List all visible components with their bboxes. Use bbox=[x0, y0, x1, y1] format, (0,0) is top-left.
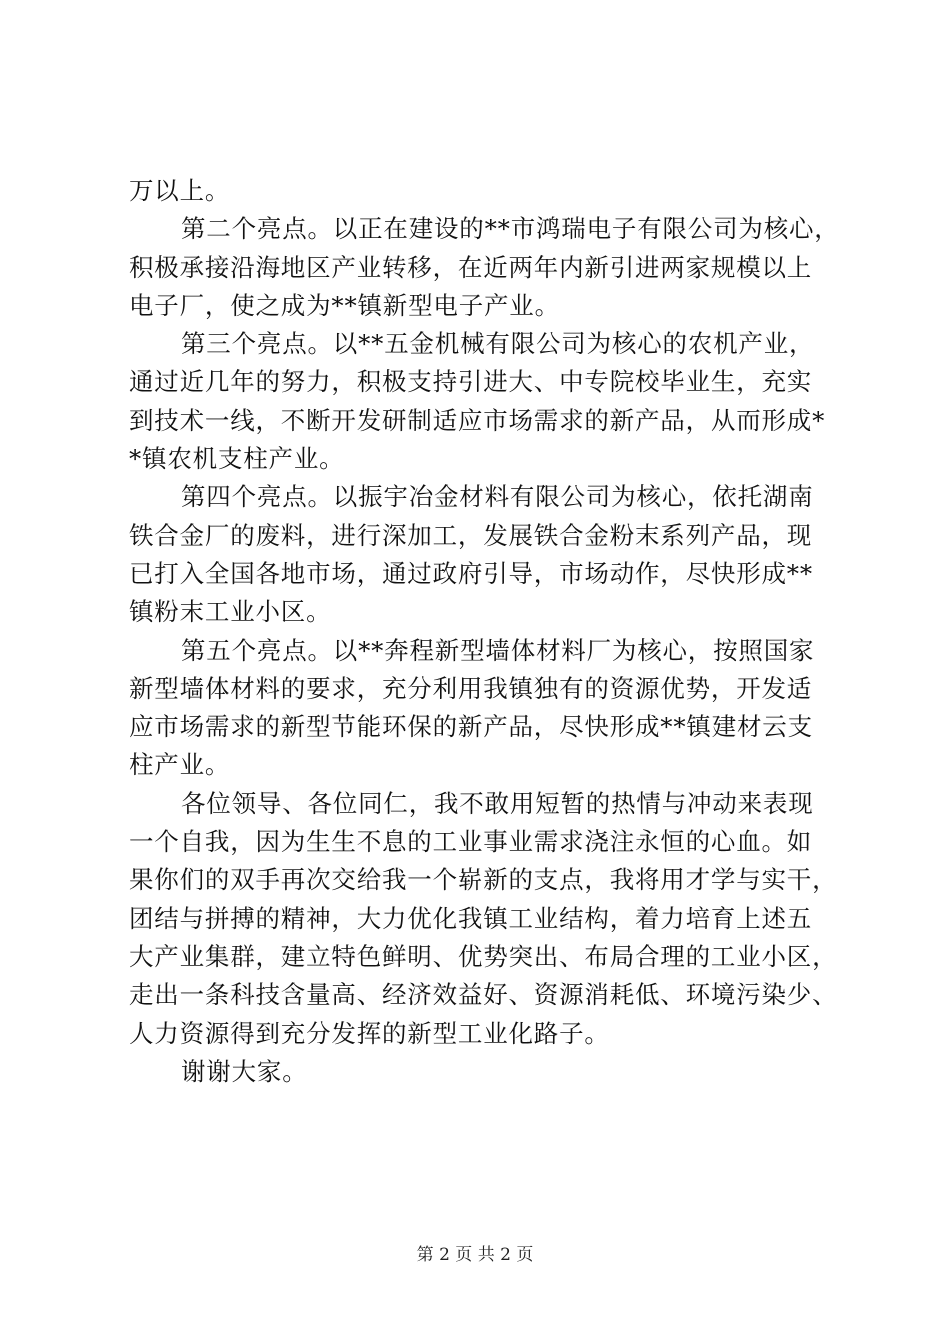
text-line: 第四个亮点。以振宇冶金材料有限公司为核心，依托湖南 bbox=[181, 482, 814, 512]
text-line: 积极承接沿海地区产业转移，在近两年内新引进两家规模以上 bbox=[129, 252, 813, 282]
text-line: 大产业集群，建立特色鲜明、优势突出、布局合理的工业小区， bbox=[129, 941, 838, 971]
text-line: 柱产业。 bbox=[129, 750, 231, 780]
text-line: 电子厂，使之成为**镇新型电子产业。 bbox=[129, 290, 560, 320]
text-line: 新型墙体材料的要求，充分利用我镇独有的资源优势，开发适 bbox=[129, 673, 813, 703]
text-line: 已打入全国各地市场，通过政府引导，市场动作，尽快形成** bbox=[129, 558, 813, 588]
page-footer: 第 2 页 共 2 页 bbox=[416, 1245, 534, 1265]
text-line: 第三个亮点。以**五金机械有限公司为核心的农机产业， bbox=[181, 329, 815, 359]
text-line: 镇粉末工业小区。 bbox=[129, 597, 332, 627]
text-line: 果你们的双手再次交给我一个崭新的支点，我将用才学与实干， bbox=[129, 865, 838, 895]
text-line: *镇农机支柱产业。 bbox=[129, 444, 345, 474]
text-line: 通过近几年的努力，积极支持引进大、中专院校毕业生，充实 bbox=[129, 367, 813, 397]
document-body bbox=[129, 172, 854, 1091]
text-line: 到技术一线，不断开发研制适应市场需求的新产品，从而形成* bbox=[129, 405, 826, 435]
text-line: 第二个亮点。以正在建设的**市鸿瑞电子有限公司为核心， bbox=[181, 214, 840, 244]
text-line: 团结与拼搏的精神，大力优化我镇工业结构，着力培育上述五 bbox=[129, 903, 813, 933]
text-line: 第五个亮点。以**奔程新型墙体材料厂为核心，按照国家 bbox=[181, 635, 815, 665]
text-line: 一个自我，因为生生不息的工业事业需求浇注永恒的心血。如 bbox=[129, 827, 813, 857]
text-line: 应市场需求的新型节能环保的新产品，尽快形成**镇建材云支 bbox=[129, 712, 813, 742]
text-line: 铁合金厂的废料，进行深加工，发展铁合金粉末系列产品，现 bbox=[129, 520, 813, 550]
text-line: 走出一条科技含量高、经济效益好、资源消耗低、环境污染少、 bbox=[129, 980, 838, 1010]
text-line: 各位领导、各位同仁，我不敢用短暂的热情与冲动来表现 bbox=[181, 788, 814, 818]
text-line: 万以上。 bbox=[129, 176, 231, 205]
text-line: 谢谢大家。 bbox=[181, 1056, 308, 1086]
text-line: 人力资源得到充分发挥的新型工业化路子。 bbox=[129, 1018, 610, 1048]
